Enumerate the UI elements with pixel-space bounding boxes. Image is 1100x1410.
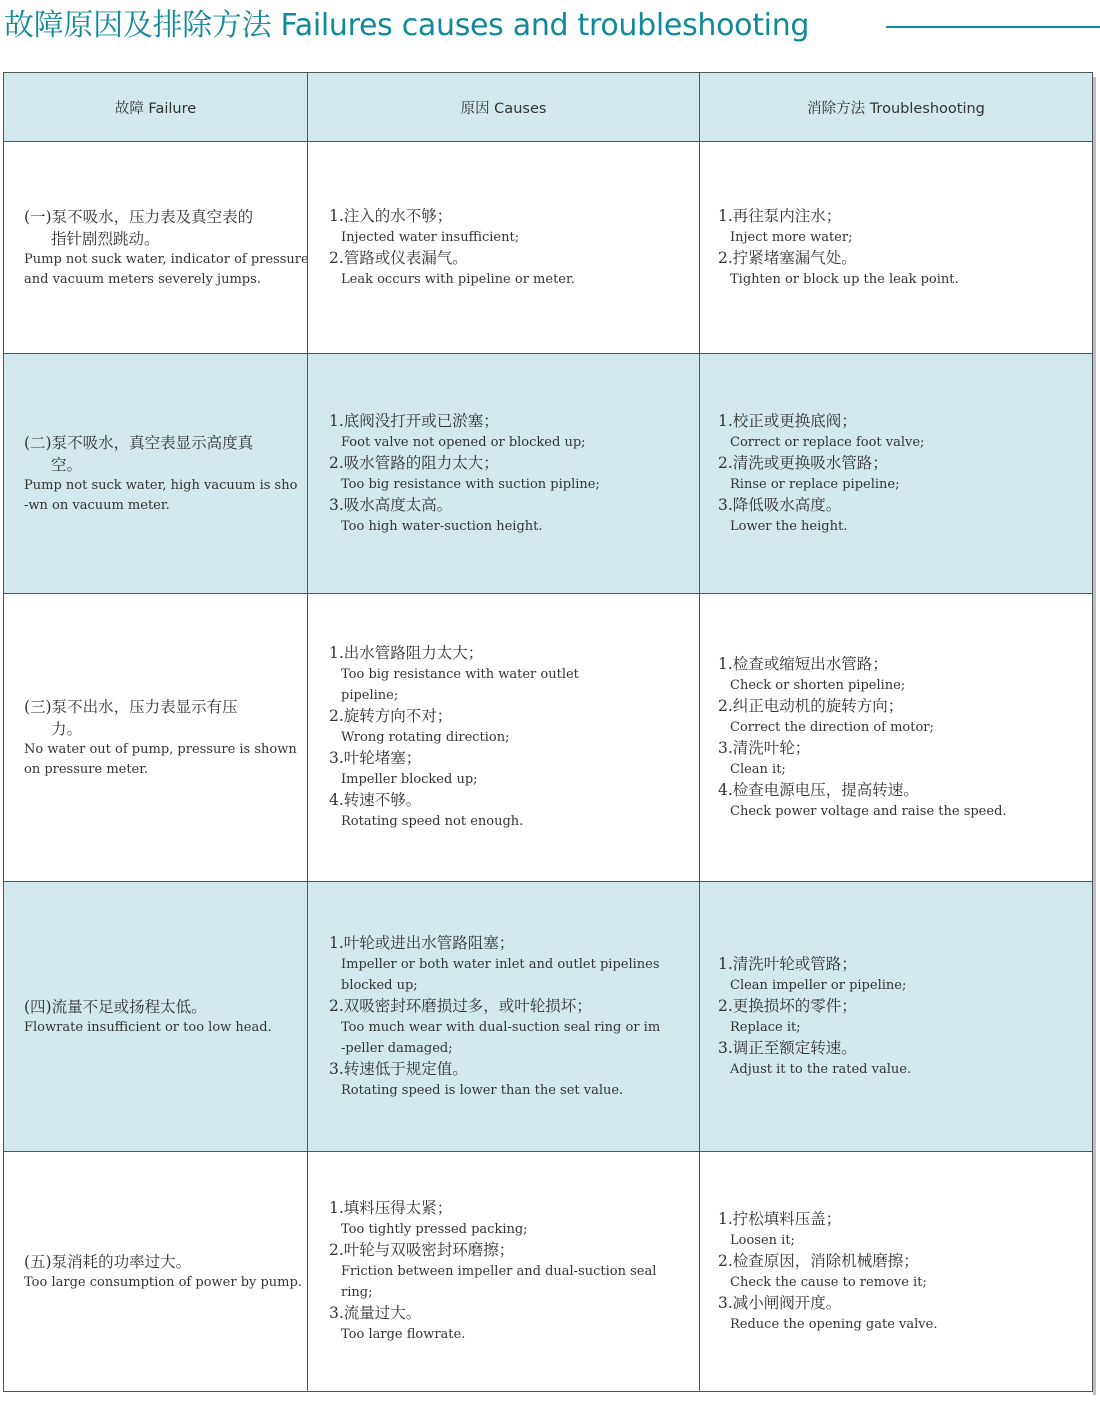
fix-zh: 3.调正至额定转速。	[718, 1038, 857, 1057]
troubleshooting-list	[718, 654, 1007, 822]
cause-zh: 1.叶轮或进出水管路阻塞；	[329, 933, 515, 952]
cause-zh: 1.填料压得太紧；	[329, 1199, 453, 1217]
cause-en: Foot valve not opened or blocked up;	[341, 434, 586, 450]
fix-en: Reduce the opening gate valve.	[730, 1316, 938, 1332]
failure-en-line: -wn on vacuum meter.	[24, 497, 170, 513]
fix-zh: 2.检查原因，消除机械磨擦；	[718, 1251, 919, 1270]
causes-list	[329, 643, 579, 832]
failure-cell	[4, 594, 307, 881]
column-header-troubleshooting: 消除方法 Troubleshooting	[699, 73, 1092, 141]
cause-zh: 3.流量过大。	[329, 1304, 422, 1322]
column-header-failure: 故障 Failure	[114, 100, 197, 117]
fix-en: Correct or replace foot valve;	[730, 434, 925, 450]
fix-en: Adjust it to the rated value.	[730, 1061, 912, 1077]
failure-zh-line: (二)泵不吸水，真空表显示高度真	[24, 433, 254, 452]
failure-text	[24, 432, 297, 516]
title-rule	[886, 26, 1100, 28]
causes-cell	[307, 354, 699, 593]
troubleshooting-cell	[699, 1152, 1092, 1391]
failure-en-line: Pump not suck water, high vacuum is sho	[24, 477, 298, 493]
fix-zh: 2.拧紧堵塞漏气处。	[718, 248, 857, 267]
fix-zh: 2.纠正电动机的旋转方向；	[718, 696, 904, 715]
failure-cell	[4, 882, 307, 1151]
failure-zh-line: (三)泵不出水，压力表显示有压	[24, 697, 238, 716]
failure-text	[24, 996, 272, 1038]
cause-en: Leak occurs with pipeline or meter.	[341, 271, 575, 287]
troubleshooting-cell	[699, 882, 1092, 1151]
cause-en: Injected water insufficient;	[341, 229, 520, 245]
fix-zh: 1.拧松填料压盖；	[718, 1209, 842, 1228]
fix-en: Replace it;	[730, 1019, 801, 1035]
cause-zh: 2.旋转方向不对；	[329, 707, 453, 725]
cause-zh: 2.吸水管路的阻力太大；	[329, 453, 499, 472]
page-header	[0, 0, 1100, 60]
causes-cell	[307, 142, 699, 353]
troubleshooting-list	[718, 1209, 937, 1335]
fix-zh: 3.清洗叶轮；	[718, 738, 811, 757]
troubleshooting-list	[718, 206, 959, 290]
fix-en: Clean impeller or pipeline;	[730, 977, 907, 993]
fix-zh: 1.清洗叶轮或管路；	[718, 954, 857, 973]
causes-cell	[307, 1152, 699, 1391]
cause-en: pipeline;	[341, 688, 399, 703]
failure-text	[24, 1251, 302, 1293]
failure-en-line: Flowrate insufficient or too low head.	[24, 1019, 272, 1035]
causes-list	[329, 933, 660, 1101]
cause-en: blocked up;	[341, 977, 418, 993]
cause-en: Friction between impeller and dual-suction seal	[341, 1264, 657, 1279]
failure-cell	[4, 354, 307, 593]
fix-en: Clean it;	[730, 761, 786, 777]
fix-en: Correct the direction of motor;	[730, 719, 934, 735]
cause-en: Impeller or both water inlet and outlet pipelines	[341, 956, 660, 972]
table-row	[4, 1152, 1092, 1392]
fix-en: Check the cause to remove it;	[730, 1274, 927, 1290]
causes-list	[329, 411, 600, 537]
cause-zh: 1.底阀没打开或已淤塞；	[329, 411, 499, 430]
causes-list	[329, 206, 575, 290]
cause-en: Too high water-suction height.	[341, 518, 543, 534]
cause-en: Too much wear with dual-suction seal ring or im	[341, 1019, 661, 1035]
cause-en: Too tightly pressed packing;	[341, 1222, 528, 1237]
failure-zh-line: (五)泵消耗的功率过大。	[24, 1252, 192, 1271]
cause-zh: 4.转速不够。	[329, 791, 422, 809]
column-header-causes: 原因 Causes	[307, 73, 699, 141]
cause-zh: 3.叶轮堵塞；	[329, 749, 422, 767]
table-header-row	[4, 73, 1092, 142]
failure-cell	[4, 1152, 307, 1391]
failure-en-line: and vacuum meters severely jumps.	[24, 271, 261, 287]
cause-zh: 3.转速低于规定值。	[329, 1059, 468, 1078]
failure-en-line: Pump not suck water, indicator of pressure	[24, 251, 309, 267]
failure-en-line: No water out of pump, pressure is shown	[24, 741, 297, 757]
fix-en: Tighten or block up the leak point.	[730, 271, 959, 287]
causes-list	[329, 1198, 656, 1345]
cause-zh: 2.双吸密封环磨损过多，或叶轮损坏；	[329, 996, 592, 1015]
cause-zh: 2.叶轮与双吸密封环磨擦；	[329, 1241, 515, 1259]
fix-zh: 4.检查电源电压，提高转速。	[718, 780, 919, 799]
table-row	[4, 142, 1092, 354]
table-row	[4, 882, 1092, 1152]
fix-zh: 1.检查或缩短出水管路；	[718, 654, 888, 673]
fix-zh: 2.更换损坏的零件；	[718, 996, 857, 1015]
failure-zh-line: 指针剧烈跳动。	[51, 229, 160, 248]
causes-cell	[307, 594, 699, 881]
troubleshooting-cell	[699, 594, 1092, 881]
cause-zh: 3.吸水高度太高。	[329, 495, 453, 514]
cause-en: -peller damaged;	[341, 1040, 453, 1056]
fix-en: Lower the height.	[730, 518, 848, 534]
troubleshooting-cell	[699, 142, 1092, 353]
cause-en: Wrong rotating direction;	[341, 730, 510, 745]
table-row	[4, 354, 1092, 594]
failure-zh-line: (一)泵不吸水，压力表及真空表的	[24, 207, 254, 226]
causes-cell	[307, 882, 699, 1151]
troubleshooting-table	[3, 72, 1093, 1392]
troubleshooting-list	[718, 954, 911, 1080]
failure-text	[24, 696, 297, 780]
page-title: 故障原因及排除方法 Failures causes and troubleshooting	[4, 8, 810, 43]
cause-zh: 2.管路或仪表漏气。	[329, 248, 468, 267]
failure-cell	[4, 142, 307, 353]
fix-zh: 3.减小闸阀开度。	[718, 1293, 842, 1312]
failure-zh-line: 空。	[51, 455, 83, 474]
cause-zh: 1.出水管路阻力太大；	[329, 644, 484, 662]
fix-en: Rinse or replace pipeline;	[730, 476, 900, 492]
fix-en: Check or shorten pipeline;	[730, 677, 906, 693]
fix-zh: 1.校正或更换底阀；	[718, 411, 857, 430]
cause-en: Too big resistance with suction pipline;	[341, 476, 600, 492]
troubleshooting-list	[718, 411, 924, 537]
failure-zh-line: 力。	[51, 719, 83, 738]
fix-zh: 2.清洗或更换吸水管路；	[718, 453, 888, 472]
fix-zh: 1.再往泵内注水；	[718, 206, 842, 225]
cause-en: Impeller blocked up;	[341, 772, 478, 787]
cause-en: Rotating speed is lower than the set value.	[341, 1082, 624, 1098]
failure-en-line: on pressure meter.	[24, 761, 149, 777]
failure-zh-line: (四)流量不足或扬程太低。	[24, 997, 207, 1016]
failure-text	[24, 206, 309, 290]
cause-en: Too big resistance with water outlet	[341, 667, 579, 682]
troubleshooting-cell	[699, 354, 1092, 593]
fix-en: Inject more water;	[730, 229, 853, 245]
fix-en: Check power voltage and raise the speed.	[730, 803, 1007, 819]
fix-en: Loosen it;	[730, 1232, 795, 1248]
cause-en: Rotating speed not enough.	[341, 814, 524, 829]
table-row	[4, 594, 1092, 882]
fix-zh: 3.降低吸水高度。	[718, 495, 842, 514]
cause-en: Too large flowrate.	[341, 1327, 466, 1342]
cause-zh: 1.注入的水不够；	[329, 206, 453, 225]
cause-en: ring;	[341, 1285, 373, 1300]
failure-en-line: Too large consumption of power by pump.	[24, 1274, 302, 1290]
